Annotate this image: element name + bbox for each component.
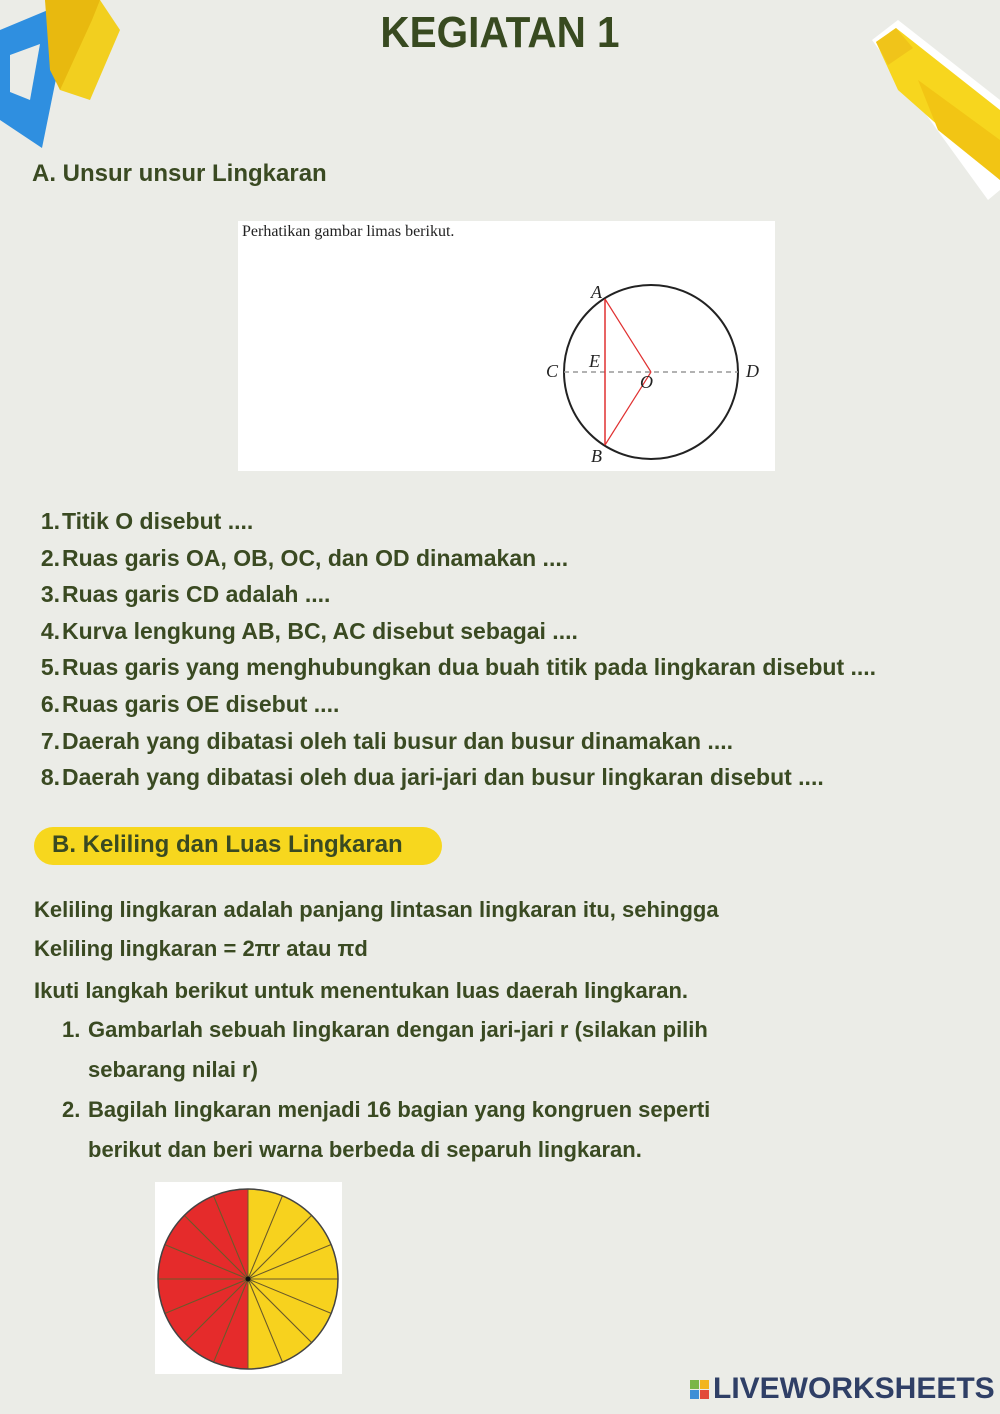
list-item: 8. Daerah yang dibatasi oleh dua jari-jari dan busur lingkaran disebut ....: [40, 764, 824, 791]
list-item: 7. Daerah yang dibatasi oleh tali busur dan busur dinamakan ....: [40, 727, 733, 754]
list-item: 1. Titik O disebut ....: [40, 508, 254, 534]
list-item: 2. Ruas garis OA, OB, OC, dan OD dinamakan ....: [40, 544, 569, 571]
point-o-label: O: [640, 372, 653, 392]
point-a-label: A: [591, 282, 602, 302]
point-b-label: B: [591, 446, 602, 466]
radius-oa: [605, 299, 651, 372]
figure-caption: Perhatikan gambar limas berikut.: [242, 223, 455, 240]
section-b-heading-pill: [34, 827, 442, 865]
list-item: 6. Ruas garis OE disebut ....: [40, 690, 340, 717]
point-d-label: D: [746, 361, 759, 381]
liveworksheets-logo: [690, 1372, 995, 1406]
section-a-heading: A. Unsur unsur Lingkaran: [32, 160, 327, 187]
circle-elements-figure: [238, 221, 775, 471]
paragraph-keliling: Keliling lingkaran adalah panjang lintasan lingkaran itu, sehingga: [34, 897, 719, 922]
point-e-label: E: [589, 351, 600, 371]
list-item: 5. Ruas garis yang menghubungkan dua buah titik pada lingkaran disebut ....: [40, 654, 877, 681]
pie-figure: [155, 1182, 342, 1374]
step-item: 2. Bagilah lingkaran menjadi 16 bagian yang kongruen seperti berikut dan beri warna berbeda di separuh lingkaran.: [62, 1097, 711, 1162]
page-title: KEGIATAN 1: [380, 8, 620, 57]
divided-circle-diagram: [155, 1182, 342, 1374]
paragraph-instructions: Ikuti langkah berikut untuk menentukan luas daerah lingkaran.: [34, 978, 689, 1003]
pie-center-point: [246, 1277, 251, 1282]
point-c-label: C: [546, 361, 559, 381]
list-item: 3. Ruas garis CD adalah ....: [40, 581, 331, 608]
section-b-heading: B. Keliling dan Luas Lingkaran: [52, 831, 403, 858]
formula-keliling: Keliling lingkaran = 2πr atau πd: [34, 936, 368, 961]
question-list: [32, 503, 876, 796]
step-item: 1. Gambarlah sebuah lingkaran dengan jari-jari r (silakan pilih sebarang nilai r): [62, 1017, 708, 1082]
circle-diagram: [238, 221, 775, 471]
logo-mark-icon: [690, 1380, 709, 1399]
list-item: 4. Kurva lengkung AB, BC, AC disebut sebagai ....: [40, 617, 578, 644]
logo-text: LIVEWORKSHEETS: [713, 1372, 995, 1405]
